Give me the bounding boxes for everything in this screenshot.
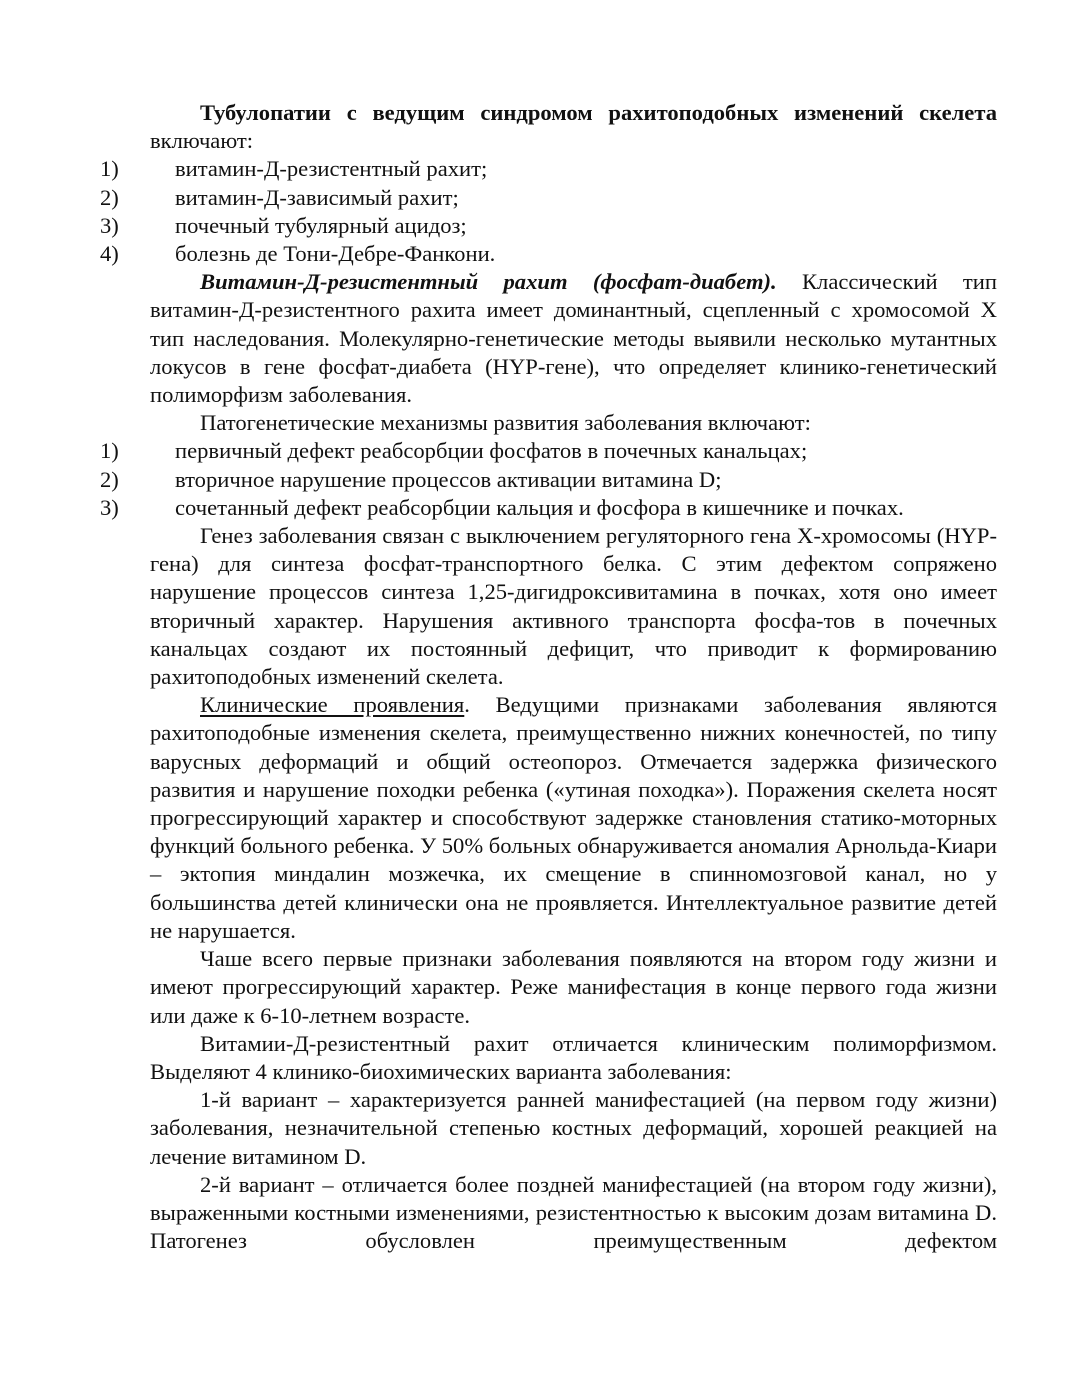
list-item: [100, 466, 997, 494]
list-number: 2): [100, 466, 119, 492]
intro-title: Тубулопатии с ведущим синдромом рахитоподобных изменений скелета: [200, 100, 997, 125]
clinical-text: . Ведущими признаками заболевания являются рахитоподобные изменения скелета, преимущественно нижних конечностей, по типу варусных деформаций и общий остеопороз. Отмечается задержка физического развития и нарушение походки ребенка («утиная походка»). Поражения скелета носят прогрессирующий характер и способствуют задержке становления статико-моторных функций больного ребенка. У 50% больных обнаруживается аномалия Арнольда-Киари – эктопия миндалин мозжечка, их смещение в спинномозговой канал, но у большинства детей клинически она не проявляется. Интеллектуальное развитие детей не нарушается.: [150, 692, 997, 943]
variant1-paragraph: 1-й вариант – характеризуется ранней манифестацией (на первом году жизни) заболевания, незначительной степенью костных деформаций, хорошей реакцией на лечение витамином D.: [150, 1087, 997, 1169]
list-number: 1): [100, 156, 119, 182]
pathogenesis-intro: Патогенетические механизмы развития заболевания включают:: [200, 410, 811, 436]
list-item: [100, 155, 997, 183]
list-number: 1): [100, 438, 119, 464]
section-text: Классический тип витамин-Д-резистентного рахита имеет доминантный, сцепленный с хромосомой Х тип наследования. Молекулярно-генетические методы выявили несколько мутантных локусов в гене фосфат-диабета (HYP-гене), что определяет клинико-генетический полиморфизм заболевания.: [150, 269, 997, 408]
list-text: витамин-Д-резистентный рахит;: [175, 156, 488, 182]
list-item: [100, 494, 997, 522]
list-number: 4): [100, 241, 119, 267]
onset-paragraph: Чаше всего первые признаки заболевания появляются на втором году жизни и имеют прогрессирующий характер. Реже манифестация в конце первого года жизни или даже к 6-10-летнем возрасте.: [150, 946, 997, 1028]
list-number: 3): [100, 212, 119, 238]
list-item: [100, 212, 997, 240]
polymorphism-paragraph: Витамии-Д-резистентный рахит отличается клиническим полиморфизмом. Выделяют 4 клинико-биохимических варианта заболевания:: [150, 1030, 997, 1084]
list-text: витамин-Д-зависимый рахит;: [175, 184, 459, 210]
list-text: болезнь де Тони-Дебре-Фанкони.: [175, 241, 496, 267]
list-number: 3): [100, 494, 119, 520]
tubulopathy-list: [100, 155, 997, 268]
list-item: [100, 437, 997, 465]
list-text: вторичное нарушение процессов активации витамина D;: [175, 466, 722, 492]
intro-tail: включают:: [150, 128, 254, 154]
clinical-heading: Клинические проявления: [200, 692, 465, 718]
list-item: [100, 240, 997, 268]
list-text: первичный дефект реабсорбции фосфатов в почечных канальцах;: [175, 438, 808, 464]
clinical-paragraph: [150, 691, 997, 945]
list-item: [100, 184, 997, 212]
list-text: почечный тубулярный ацидоз;: [175, 212, 467, 238]
variant2-paragraph: 2-й вариант – отличается более поздней манифестацией (на втором году жизни), выраженными костными изменениями, резистентностью к высоким дозам витамина D. Патогенез обусловлен преимущественным дефектом: [150, 1171, 997, 1254]
list-number: 2): [100, 184, 119, 210]
section-heading: Витамин-Д-резистентный рахит (фосфат-диабет).: [200, 269, 777, 295]
pathogenesis-list: [100, 437, 997, 522]
genesis-paragraph: Генез заболевания связан с выключением регуляторного гена Х-хромосомы (HYP-гена) для синтеза фосфат-транспортного белка. С этим дефектом сопряжено нарушение процессов синтеза 1,25-дигидроксивитамина в почках, хотя оно имеет вторичный характер. Нарушения активного транспорта фосфа-тов в почечных канальцах создают их постоянный дефицит, что приводит к формированию рахитоподобных изменений скелета.: [150, 523, 997, 690]
intro-paragraph: [150, 99, 997, 155]
document-body: [100, 99, 997, 1255]
section-vitamin-d-resistant: [150, 268, 997, 409]
list-text: сочетанный дефект реабсорбции кальция и фосфора в кишечнике и почках.: [175, 494, 904, 520]
